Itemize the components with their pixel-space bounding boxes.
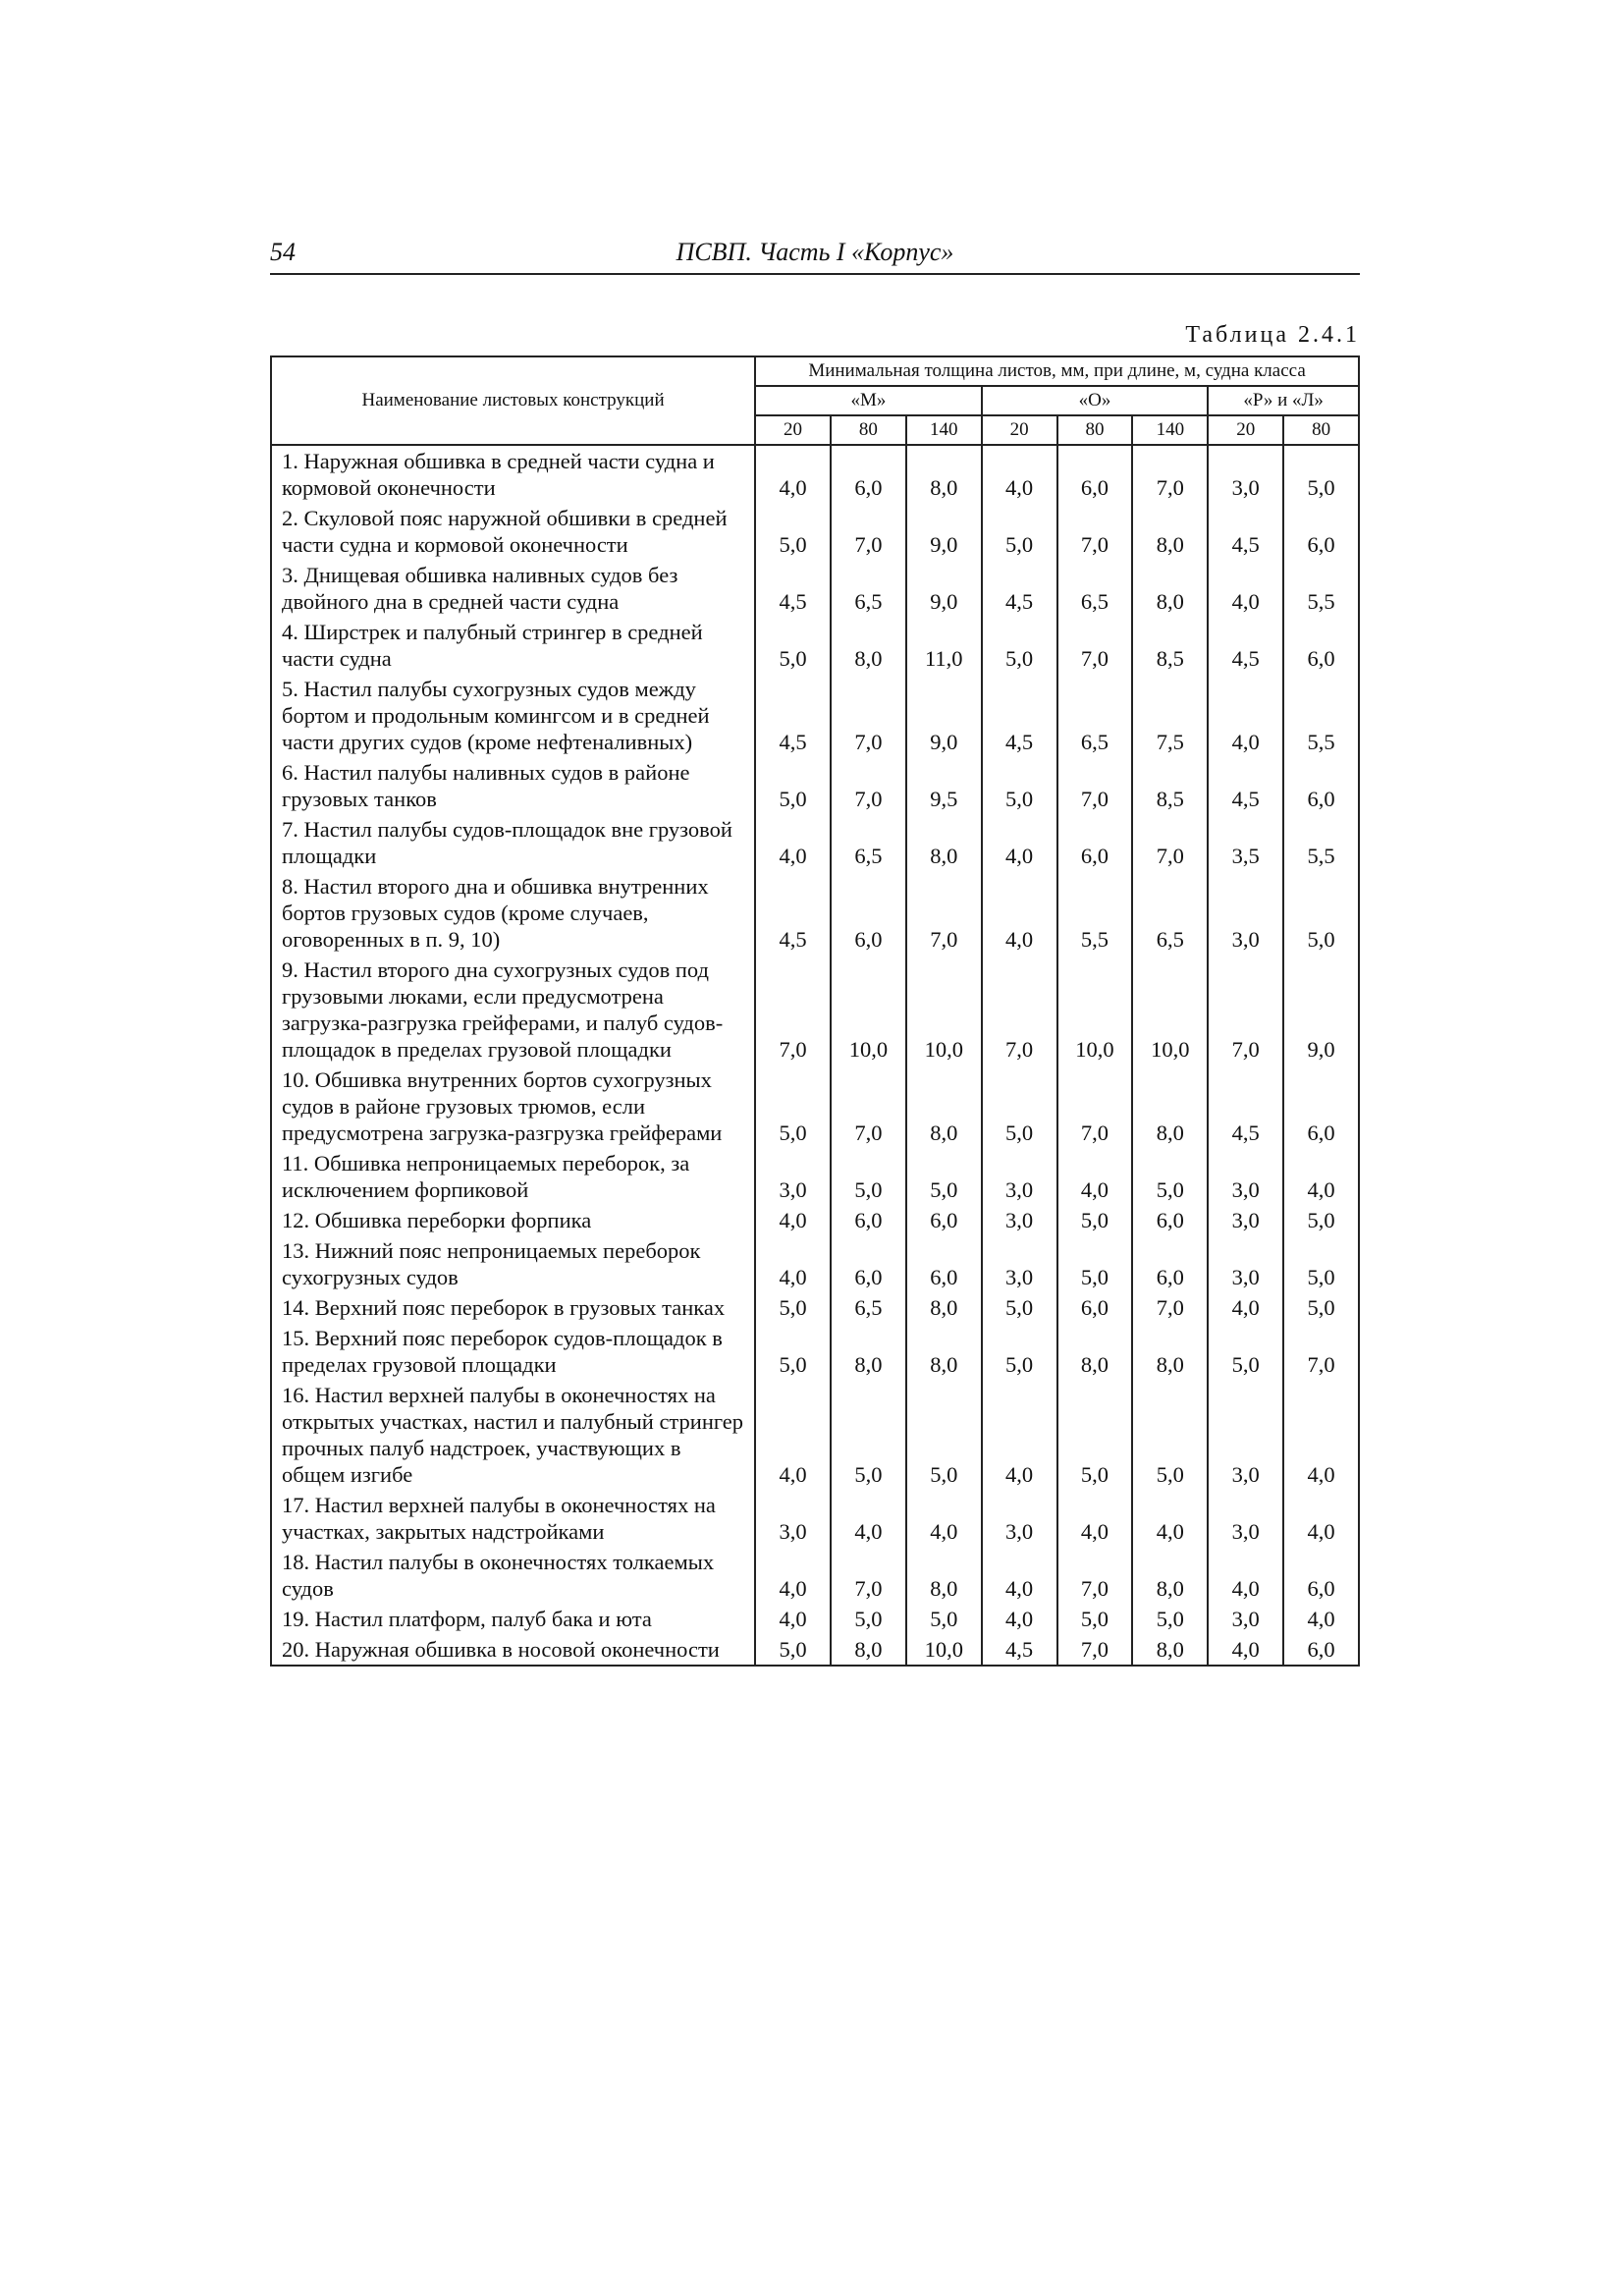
construction-name: 16. Настил верхней палубы в оконечностях на открытых участках, настил и палубный стрингер прочных палуб надстроек, участвующих в общем изгибе [271, 1380, 755, 1490]
thickness-value: 5,0 [1057, 1235, 1133, 1292]
thickness-value: 3,0 [1208, 445, 1283, 503]
thickness-value: 8,0 [1132, 560, 1208, 617]
thickness-value: 9,0 [906, 503, 982, 560]
thickness-value: 6,0 [1283, 617, 1359, 674]
thickness-value: 6,0 [831, 1205, 906, 1235]
thickness-value: 4,0 [755, 1235, 831, 1292]
thickness-value: 5,0 [831, 1380, 906, 1490]
thickness-value: 7,0 [1283, 1323, 1359, 1380]
thickness-value: 5,0 [1132, 1380, 1208, 1490]
thickness-value: 7,0 [755, 955, 831, 1065]
thickness-value: 6,0 [1283, 1634, 1359, 1666]
thickness-value: 8,0 [906, 1292, 982, 1323]
thickness-value: 7,0 [1057, 1547, 1133, 1604]
thickness-value: 5,0 [755, 1065, 831, 1148]
length-header: 140 [906, 415, 982, 445]
table-row [271, 757, 1359, 814]
thickness-value: 7,0 [1057, 503, 1133, 560]
thickness-value: 8,0 [906, 445, 982, 503]
thickness-value: 4,0 [982, 1604, 1057, 1634]
thickness-value: 5,0 [755, 1634, 831, 1666]
thickness-value: 4,5 [1208, 757, 1283, 814]
thickness-value: 4,0 [1057, 1148, 1133, 1205]
thickness-value: 5,0 [755, 617, 831, 674]
table-row [271, 1547, 1359, 1604]
thickness-value: 3,0 [1208, 1235, 1283, 1292]
thickness-value: 5,0 [906, 1148, 982, 1205]
thickness-value: 6,0 [1057, 1292, 1133, 1323]
thickness-value: 9,0 [906, 560, 982, 617]
thickness-value: 7,0 [982, 955, 1057, 1065]
thickness-value: 4,5 [982, 674, 1057, 757]
thickness-value: 8,0 [906, 1323, 982, 1380]
thickness-value: 6,0 [1283, 757, 1359, 814]
thickness-value: 4,5 [755, 560, 831, 617]
thickness-value: 4,0 [1132, 1490, 1208, 1547]
thickness-value: 4,0 [982, 871, 1057, 955]
thickness-value: 5,0 [1283, 1235, 1359, 1292]
thickness-value: 5,0 [1132, 1148, 1208, 1205]
thickness-value: 3,0 [982, 1235, 1057, 1292]
thickness-value: 7,0 [831, 1547, 906, 1604]
thickness-value: 10,0 [831, 955, 906, 1065]
thickness-value: 5,5 [1283, 560, 1359, 617]
thickness-value: 5,0 [982, 757, 1057, 814]
length-header: 80 [1057, 415, 1133, 445]
thickness-value: 6,5 [1132, 871, 1208, 955]
thickness-value: 8,0 [831, 1323, 906, 1380]
thickness-value: 6,0 [1283, 503, 1359, 560]
thickness-value: 4,0 [906, 1490, 982, 1547]
thickness-value: 7,0 [831, 674, 906, 757]
table-row [271, 1490, 1359, 1547]
thickness-value: 5,5 [1057, 871, 1133, 955]
thickness-value: 4,5 [1208, 1065, 1283, 1148]
construction-name: 11. Обшивка непроницаемых переборок, за исключением форпиковой [271, 1148, 755, 1205]
length-header: 20 [982, 415, 1057, 445]
thickness-value: 3,0 [1208, 1604, 1283, 1634]
table-row [271, 955, 1359, 1065]
thickness-value: 5,5 [1283, 674, 1359, 757]
thickness-value: 4,0 [982, 445, 1057, 503]
thickness-value: 7,0 [1057, 1634, 1133, 1666]
class-header-m: «М» [755, 386, 982, 415]
thickness-value: 4,5 [982, 1634, 1057, 1666]
class-header-o: «О» [982, 386, 1209, 415]
thickness-value: 7,0 [1208, 955, 1283, 1065]
thickness-value: 8,0 [906, 1065, 982, 1148]
length-header: 80 [831, 415, 906, 445]
thickness-value: 5,0 [982, 1065, 1057, 1148]
construction-name: 5. Настил палубы сухогрузных судов между бортом и продольным комингсом и в средней части других судов (кроме нефтеналивных) [271, 674, 755, 757]
thickness-value: 4,0 [755, 1604, 831, 1634]
table-row [271, 814, 1359, 871]
thickness-value: 3,0 [1208, 1490, 1283, 1547]
thickness-value: 3,0 [1208, 1205, 1283, 1235]
thickness-value: 8,0 [1057, 1323, 1133, 1380]
thickness-value: 6,0 [1283, 1547, 1359, 1604]
table-row [271, 445, 1359, 503]
thickness-value: 4,0 [1208, 1292, 1283, 1323]
thickness-value: 5,0 [982, 503, 1057, 560]
thickness-value: 7,5 [1132, 674, 1208, 757]
thickness-value: 6,0 [1057, 814, 1133, 871]
thickness-value: 7,0 [831, 757, 906, 814]
thickness-value: 5,0 [1283, 1292, 1359, 1323]
thickness-value: 4,5 [982, 560, 1057, 617]
thickness-value: 4,0 [755, 1380, 831, 1490]
table-row [271, 1380, 1359, 1490]
thickness-value: 7,0 [1057, 617, 1133, 674]
thickness-value: 10,0 [1132, 955, 1208, 1065]
thickness-value: 4,0 [755, 1547, 831, 1604]
thickness-value: 4,0 [982, 1380, 1057, 1490]
thickness-value: 8,0 [1132, 1065, 1208, 1148]
thickness-value: 5,0 [831, 1604, 906, 1634]
construction-name: 15. Верхний пояс переборок судов-площадок в пределах грузовой площадки [271, 1323, 755, 1380]
table-row [271, 1604, 1359, 1634]
thickness-value: 10,0 [1057, 955, 1133, 1065]
table-row [271, 1148, 1359, 1205]
table-row [271, 503, 1359, 560]
table-row [271, 617, 1359, 674]
thickness-value: 7,0 [1057, 1065, 1133, 1148]
thickness-value: 7,0 [831, 503, 906, 560]
thickness-value: 5,0 [755, 757, 831, 814]
construction-name: 17. Настил верхней палубы в оконечностях на участках, закрытых надстройками [271, 1490, 755, 1547]
thickness-value: 8,5 [1132, 617, 1208, 674]
thickness-value: 5,0 [1208, 1323, 1283, 1380]
thickness-value: 4,0 [1208, 674, 1283, 757]
thickness-value: 5,0 [906, 1604, 982, 1634]
thickness-table [270, 355, 1360, 1667]
thickness-value: 3,0 [755, 1148, 831, 1205]
thickness-value: 4,0 [1283, 1148, 1359, 1205]
column-header-name: Наименование листовых конструкций [271, 356, 755, 445]
thickness-value: 7,0 [1057, 757, 1133, 814]
thickness-value: 4,0 [1283, 1490, 1359, 1547]
thickness-value: 5,0 [1057, 1205, 1133, 1235]
thickness-value: 3,0 [1208, 1380, 1283, 1490]
thickness-value: 4,0 [755, 1205, 831, 1235]
thickness-value: 6,0 [1283, 1065, 1359, 1148]
construction-name: 2. Скуловой пояс наружной обшивки в средней части судна и кормовой оконечности [271, 503, 755, 560]
thickness-value: 6,0 [831, 1235, 906, 1292]
thickness-value: 6,0 [1132, 1205, 1208, 1235]
thickness-value: 4,0 [982, 814, 1057, 871]
construction-name: 8. Настил второго дна и обшивка внутренних бортов грузовых судов (кроме случаев, оговоренных в п. 9, 10) [271, 871, 755, 955]
length-header: 20 [1208, 415, 1283, 445]
construction-name: 12. Обшивка переборки форпика [271, 1205, 755, 1235]
table-row [271, 1634, 1359, 1666]
thickness-value: 9,0 [906, 674, 982, 757]
thickness-value: 3,0 [1208, 1148, 1283, 1205]
thickness-value: 5,0 [1283, 445, 1359, 503]
thickness-value: 4,0 [1057, 1490, 1133, 1547]
thickness-value: 4,0 [831, 1490, 906, 1547]
construction-name: 18. Настил палубы в оконечностях толкаемых судов [271, 1547, 755, 1604]
page-number: 54 [270, 238, 296, 266]
thickness-value: 5,0 [1283, 1205, 1359, 1235]
thickness-value: 3,0 [982, 1205, 1057, 1235]
thickness-value: 7,0 [831, 1065, 906, 1148]
thickness-value: 4,5 [755, 674, 831, 757]
construction-name: 6. Настил палубы наливных судов в районе грузовых танков [271, 757, 755, 814]
construction-name: 19. Настил платформ, палуб бака и юта [271, 1604, 755, 1634]
thickness-value: 4,5 [755, 871, 831, 955]
table-row [271, 871, 1359, 955]
length-header: 140 [1132, 415, 1208, 445]
thickness-value: 5,0 [755, 1292, 831, 1323]
construction-name: 9. Настил второго дна сухогрузных судов под грузовыми люками, если предусмотрена загрузка-разгрузка грейферами, и палуб судов-площадок в пределах грузовой площадки [271, 955, 755, 1065]
page-header [270, 238, 1360, 275]
thickness-value: 4,0 [1283, 1604, 1359, 1634]
thickness-value: 3,5 [1208, 814, 1283, 871]
thickness-value: 8,0 [831, 1634, 906, 1666]
thickness-value: 8,0 [831, 617, 906, 674]
table-row [271, 560, 1359, 617]
thickness-value: 10,0 [906, 955, 982, 1065]
thickness-value: 5,0 [1057, 1380, 1133, 1490]
thickness-value: 8,0 [906, 1547, 982, 1604]
thickness-value: 4,0 [982, 1547, 1057, 1604]
thickness-value: 8,0 [1132, 1547, 1208, 1604]
thickness-value: 9,5 [906, 757, 982, 814]
thickness-value: 6,5 [831, 1292, 906, 1323]
thickness-value: 6,0 [1132, 1235, 1208, 1292]
thickness-value: 6,0 [906, 1205, 982, 1235]
thickness-value: 4,0 [755, 445, 831, 503]
thickness-value: 3,0 [982, 1148, 1057, 1205]
thickness-value: 6,5 [1057, 560, 1133, 617]
thickness-value: 5,0 [1057, 1604, 1133, 1634]
running-title: ПСВП. Часть I «Корпус» [676, 238, 954, 266]
thickness-value: 5,0 [831, 1148, 906, 1205]
thickness-value: 8,0 [1132, 1323, 1208, 1380]
table-row [271, 1235, 1359, 1292]
thickness-value: 5,0 [906, 1380, 982, 1490]
thickness-value: 8,5 [1132, 757, 1208, 814]
thickness-value: 11,0 [906, 617, 982, 674]
thickness-value: 6,5 [1057, 674, 1133, 757]
table-body [271, 445, 1359, 1666]
thickness-value: 6,0 [831, 445, 906, 503]
thickness-value: 4,0 [1283, 1380, 1359, 1490]
thickness-value: 8,0 [1132, 503, 1208, 560]
table-row [271, 1065, 1359, 1148]
thickness-value: 6,0 [831, 871, 906, 955]
thickness-value: 6,5 [831, 814, 906, 871]
construction-name: 3. Днищевая обшивка наливных судов без двойного дна в средней части судна [271, 560, 755, 617]
construction-name: 14. Верхний пояс переборок в грузовых танках [271, 1292, 755, 1323]
construction-name: 4. Ширстрек и палубный стрингер в средней части судна [271, 617, 755, 674]
thickness-value: 6,0 [906, 1235, 982, 1292]
column-header-thickness: Минимальная толщина листов, мм, при длине, м, судна класса [755, 356, 1359, 386]
construction-name: 20. Наружная обшивка в носовой оконечности [271, 1634, 755, 1666]
thickness-value: 6,5 [831, 560, 906, 617]
thickness-value: 4,0 [1208, 1634, 1283, 1666]
thickness-value: 8,0 [906, 814, 982, 871]
length-header: 80 [1283, 415, 1359, 445]
thickness-value: 5,0 [1283, 871, 1359, 955]
thickness-value: 5,0 [755, 503, 831, 560]
length-header: 20 [755, 415, 831, 445]
thickness-value: 7,0 [1132, 445, 1208, 503]
thickness-value: 8,0 [1132, 1634, 1208, 1666]
thickness-value: 5,5 [1283, 814, 1359, 871]
table-row [271, 1205, 1359, 1235]
thickness-value: 10,0 [906, 1634, 982, 1666]
thickness-value: 3,0 [982, 1490, 1057, 1547]
table-row [271, 1292, 1359, 1323]
construction-name: 1. Наружная обшивка в средней части судна и кормовой оконечности [271, 445, 755, 503]
thickness-value: 5,0 [755, 1323, 831, 1380]
construction-name: 10. Обшивка внутренних бортов сухогрузных судов в районе грузовых трюмов, если предусмотрена загрузка-разгрузка грейферами [271, 1065, 755, 1148]
thickness-value: 5,0 [982, 1292, 1057, 1323]
thickness-value: 4,0 [1208, 560, 1283, 617]
thickness-value: 4,0 [755, 814, 831, 871]
thickness-value: 5,0 [1132, 1604, 1208, 1634]
table-row [271, 674, 1359, 757]
thickness-value: 4,5 [1208, 503, 1283, 560]
thickness-value: 5,0 [982, 617, 1057, 674]
thickness-value: 9,0 [1283, 955, 1359, 1065]
construction-name: 13. Нижний пояс непроницаемых переборок сухогрузных судов [271, 1235, 755, 1292]
construction-name: 7. Настил палубы судов-площадок вне грузовой площадки [271, 814, 755, 871]
thickness-value: 7,0 [1132, 814, 1208, 871]
thickness-value: 4,0 [1208, 1547, 1283, 1604]
table-caption: Таблица 2.4.1 [1185, 322, 1360, 348]
thickness-value: 7,0 [906, 871, 982, 955]
thickness-value: 5,0 [982, 1323, 1057, 1380]
thickness-value: 4,5 [1208, 617, 1283, 674]
thickness-value: 7,0 [1132, 1292, 1208, 1323]
thickness-value: 3,0 [1208, 871, 1283, 955]
thickness-value: 3,0 [755, 1490, 831, 1547]
class-header-r-l: «Р» и «Л» [1208, 386, 1359, 415]
thickness-value: 6,0 [1057, 445, 1133, 503]
table-row [271, 1323, 1359, 1380]
